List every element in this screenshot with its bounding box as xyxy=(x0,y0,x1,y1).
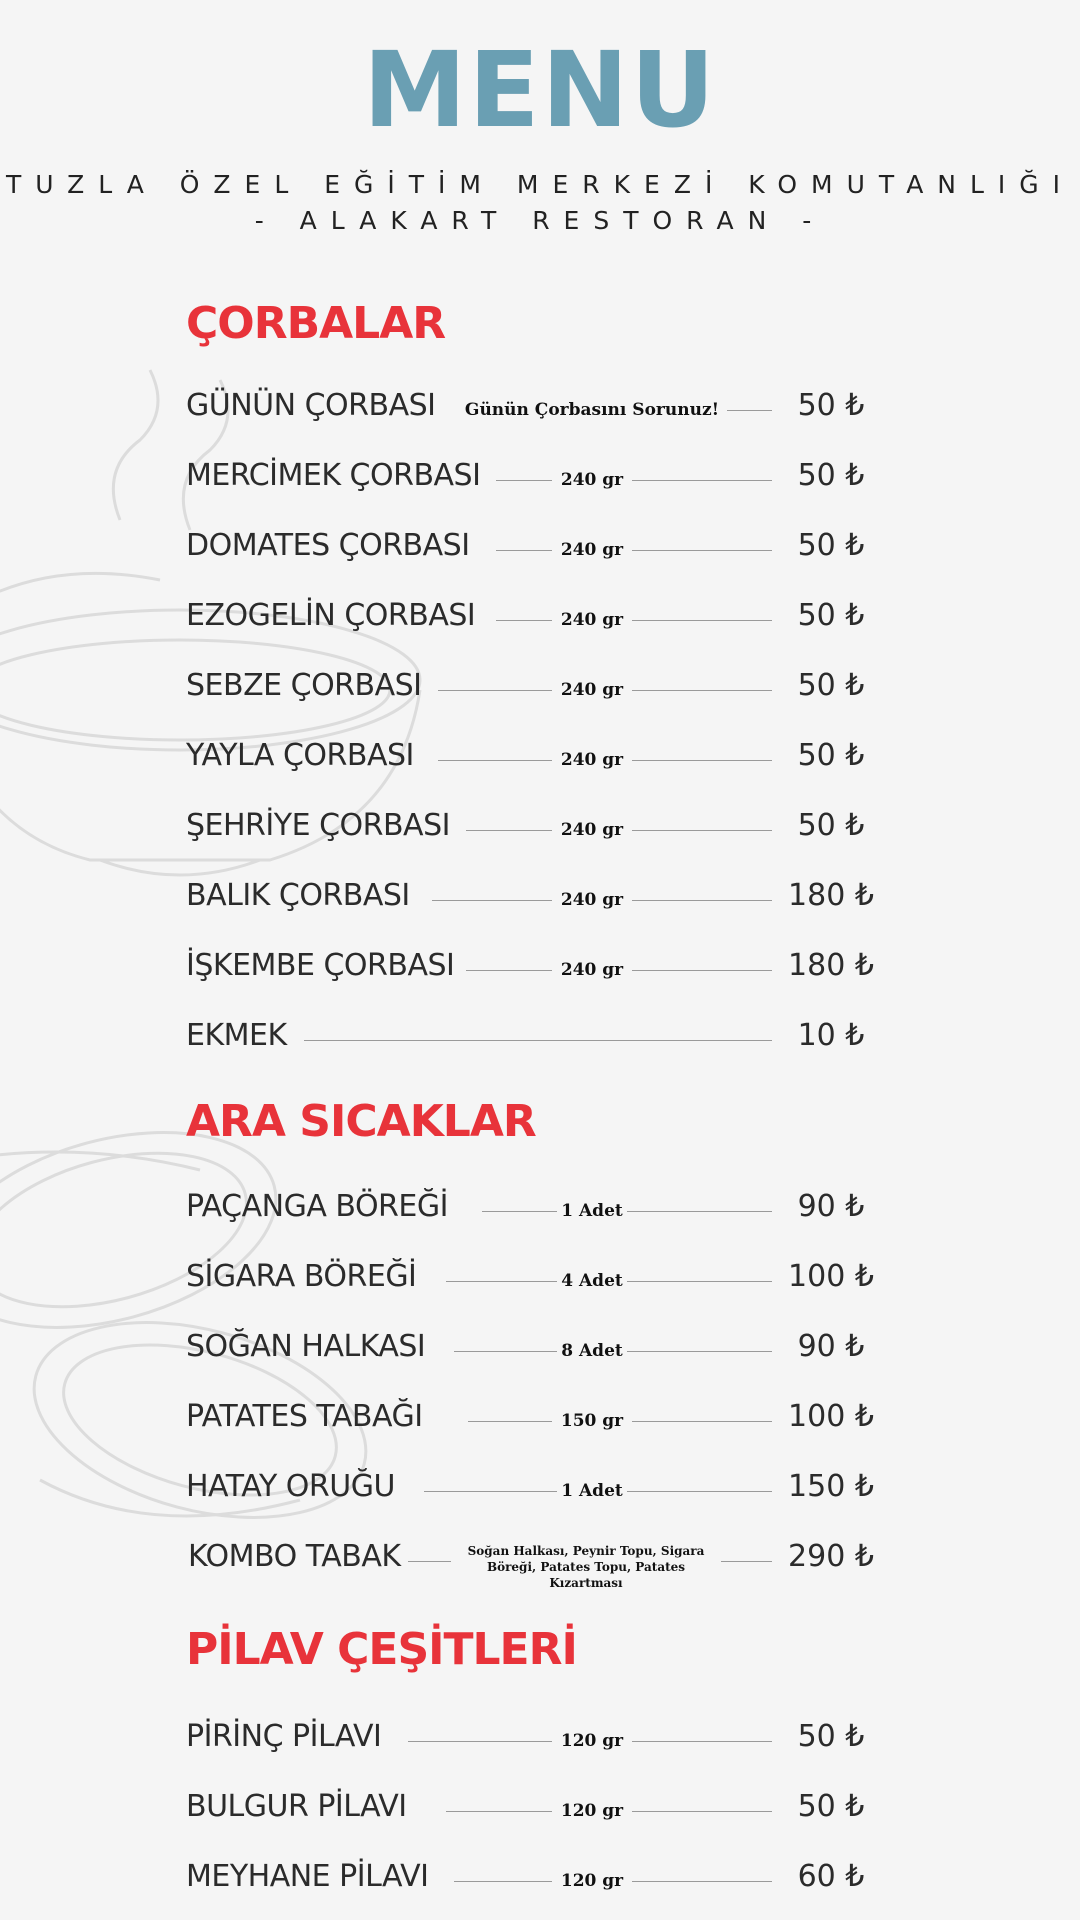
item-name: İŞKEMBE ÇORBASI xyxy=(186,948,455,983)
menu-item xyxy=(186,526,886,566)
item-note: 120 gr xyxy=(552,1869,632,1893)
item-price: 180 ₺ xyxy=(788,878,874,913)
menu-item xyxy=(186,596,886,636)
item-name: PATATES TABAĞI xyxy=(186,1399,423,1434)
item-price: 10 ₺ xyxy=(797,1018,865,1053)
item-price: 150 ₺ xyxy=(788,1469,874,1504)
menu-item xyxy=(186,1257,886,1297)
leader-line xyxy=(496,620,772,621)
item-name: PİRİNÇ PİLAVI xyxy=(186,1719,382,1754)
item-price: 100 ₺ xyxy=(788,1259,874,1294)
item-name: EZOGELİN ÇORBASI xyxy=(186,598,476,633)
leader-line xyxy=(496,480,772,481)
menu-item xyxy=(186,806,886,846)
item-price: 50 ₺ xyxy=(797,458,865,493)
item-name: BULGUR PİLAVI xyxy=(186,1789,407,1824)
section-title-corbalar: ÇORBALAR xyxy=(186,298,446,349)
item-name: SOĞAN HALKASI xyxy=(186,1329,426,1364)
item-note: Günün Çorbasını Sorunuz! xyxy=(457,398,727,422)
menu-item xyxy=(186,1467,886,1507)
item-note: 4 Adet xyxy=(557,1269,627,1293)
item-name: YAYLA ÇORBASI xyxy=(186,738,414,773)
item-note: 120 gr xyxy=(552,1799,632,1823)
item-price: 60 ₺ xyxy=(797,1859,865,1894)
item-name: MERCİMEK ÇORBASI xyxy=(186,458,481,493)
item-price: 50 ₺ xyxy=(797,598,865,633)
leader-line xyxy=(304,1040,772,1041)
item-price: 50 ₺ xyxy=(797,1789,865,1824)
leader-line xyxy=(482,1211,772,1212)
item-note: 1 Adet xyxy=(557,1199,627,1223)
item-note: Soğan Halkası, Peynir Topu, Sigara Böreği, Patates Topu, Patates Kızartması xyxy=(451,1543,721,1591)
menu-item xyxy=(186,1327,886,1367)
menu-item xyxy=(186,1787,886,1827)
item-note: 120 gr xyxy=(552,1729,632,1753)
restaurant-name: TUZLA ÖZEL EĞİTİM MERKEZİ KOMUTANLIĞI xyxy=(5,170,1075,199)
item-price: 50 ₺ xyxy=(797,1719,865,1754)
item-price: 50 ₺ xyxy=(797,738,865,773)
item-name: HATAY ORUĞU xyxy=(186,1469,395,1504)
item-note: 240 gr xyxy=(552,538,632,562)
item-name: PAÇANGA BÖREĞİ xyxy=(186,1189,448,1224)
item-price: 100 ₺ xyxy=(788,1399,874,1434)
item-name: EKMEK xyxy=(186,1018,287,1053)
item-note: 240 gr xyxy=(552,818,632,842)
item-name: GÜNÜN ÇORBASI xyxy=(186,388,436,423)
item-price: 180 ₺ xyxy=(788,948,874,983)
item-name: ŞEHRİYE ÇORBASI xyxy=(186,808,450,843)
item-note: 240 gr xyxy=(552,748,632,772)
item-price: 50 ₺ xyxy=(797,668,865,703)
leader-line xyxy=(496,550,772,551)
menu-item xyxy=(186,456,886,496)
menu-item xyxy=(186,1717,886,1757)
item-name: SİGARA BÖREĞİ xyxy=(186,1259,417,1294)
menu-item xyxy=(186,386,886,426)
section-title-ara-sicaklar: ARA SICAKLAR xyxy=(186,1096,536,1147)
menu-item xyxy=(186,666,886,706)
item-name: SEBZE ÇORBASI xyxy=(186,668,422,703)
restaurant-subtitle: - ALAKART RESTORAN - xyxy=(254,206,826,235)
item-price: 90 ₺ xyxy=(797,1329,865,1364)
item-note: 240 gr xyxy=(552,678,632,702)
item-price: 290 ₺ xyxy=(788,1539,874,1574)
menu-item xyxy=(186,1016,886,1056)
menu-item xyxy=(186,736,886,776)
section-title-pilav-cesitleri: PİLAV ÇEŞİTLERİ xyxy=(186,1624,577,1675)
item-price: 50 ₺ xyxy=(797,528,865,563)
menu-item xyxy=(186,876,886,916)
item-note: 1 Adet xyxy=(557,1479,627,1503)
menu-title: MENU xyxy=(362,29,718,151)
item-note: 240 gr xyxy=(552,468,632,492)
item-price: 90 ₺ xyxy=(797,1189,865,1224)
menu-item xyxy=(186,1537,886,1590)
menu-item xyxy=(186,1397,886,1437)
item-name: MEYHANE PİLAVI xyxy=(186,1859,429,1894)
menu-item xyxy=(186,1857,886,1897)
item-note: 150 gr xyxy=(552,1409,632,1433)
item-note: 240 gr xyxy=(552,958,632,982)
item-price: 50 ₺ xyxy=(797,388,865,423)
menu-item xyxy=(186,946,886,986)
item-name: BALIK ÇORBASI xyxy=(186,878,410,913)
item-price: 50 ₺ xyxy=(797,808,865,843)
item-note: 240 gr xyxy=(552,888,632,912)
item-note: 240 gr xyxy=(552,608,632,632)
item-name: DOMATES ÇORBASI xyxy=(186,528,470,563)
item-name: KOMBO TABAK xyxy=(188,1539,401,1574)
menu-item xyxy=(186,1187,886,1227)
item-note: 8 Adet xyxy=(557,1339,627,1363)
